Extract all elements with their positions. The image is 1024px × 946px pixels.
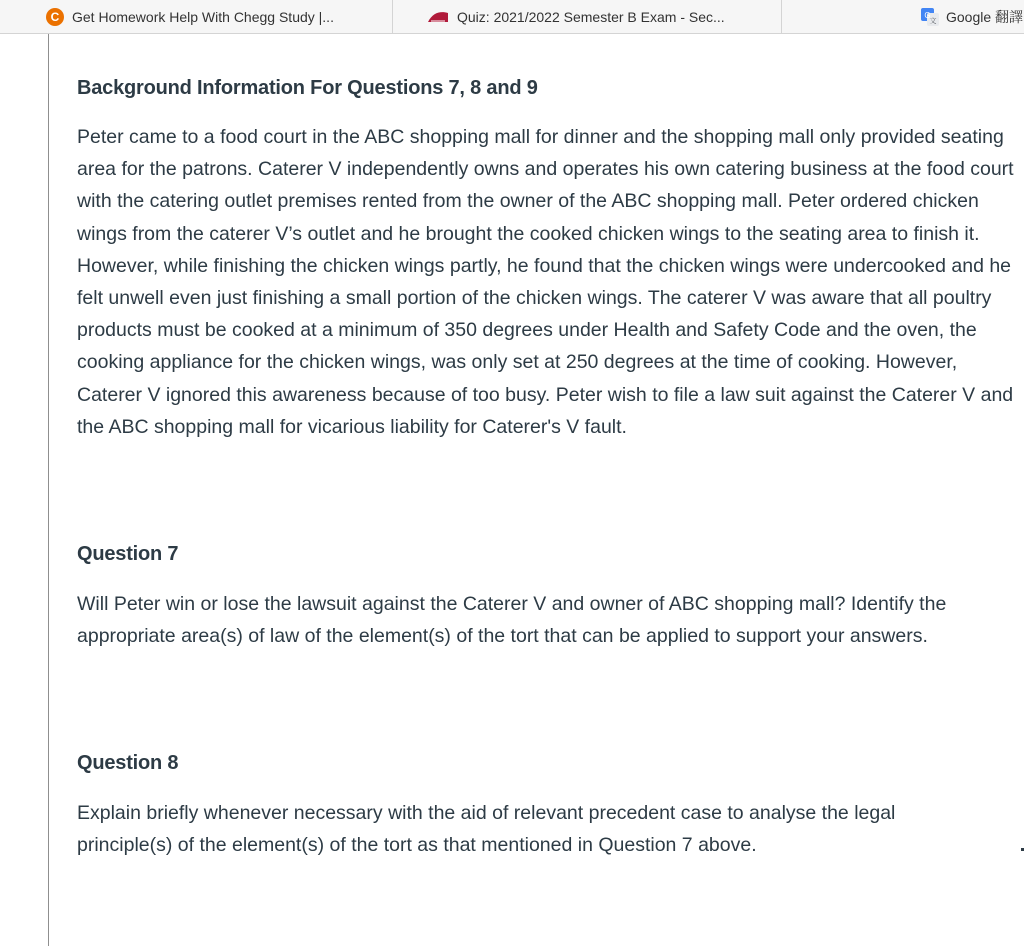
background-heading: Background Information For Questions 7, 8 and 9 — [77, 77, 538, 99]
tab-google-translate[interactable] — [782, 0, 1024, 34]
svg-text:G: G — [924, 11, 931, 20]
tab-chegg-label: Get Homework Help With Chegg Study |... — [72, 9, 334, 25]
tab-quiz[interactable] — [392, 0, 782, 34]
background-text: Peter came to a food court in the ABC shopping mall for dinner and the shopping mall only provided seating area for the patrons. Caterer V independently owns and operates his own catering business at the food court with the catering outlet premises rented from the owner of the ABC shopping mall. Peter ordered chicken wings from the caterer V’s outlet and he brought the cooked chicken wings to the seating area to finish it. However, while finishing the chicken wings partly, he found that the chicken wings were undercooked and he felt unwell even just finishing a small portion of the chicken wings. The caterer V was aware that all poultry products must be cooked at a minimum of 350 degrees under Health and Safety Code and the oven, the cooking appliance for the chicken wings, was only set at 250 degrees at the time of cooking. However, Caterer V ignored this awareness because of too busy. Peter wish to file a law suit against the Caterer V and the ABC shopping mall for vicarious liability for Caterer's V fault. — [77, 126, 1014, 438]
question-8-heading: Question 8 — [77, 752, 179, 774]
tab-google-translate-label: Google 翻譯 — [946, 9, 1024, 25]
left-divider — [48, 34, 49, 946]
svg-text:文: 文 — [929, 17, 937, 25]
question-7-text: Will Peter win or lose the lawsuit against the Caterer V and owner of ABC shopping mall? Identify the appropriate area(s) of law of the element(s) of the tort that can be applied to support your answers. — [77, 593, 947, 648]
tab-quiz-label: Quiz: 2021/2022 Semester B Exam - Sec... — [457, 9, 725, 25]
quiz-icon — [427, 10, 449, 24]
browser-tab-bar — [0, 0, 1024, 34]
chegg-icon: C — [46, 8, 64, 26]
question-7-heading: Question 7 — [77, 543, 179, 565]
google-translate-icon — [920, 7, 940, 27]
question-8-text: Explain briefly whenever necessary with the aid of relevant precedent case to analyse the legal principle(s) of the element(s) of the tort as that mentioned in Question 7 above. — [77, 802, 896, 857]
